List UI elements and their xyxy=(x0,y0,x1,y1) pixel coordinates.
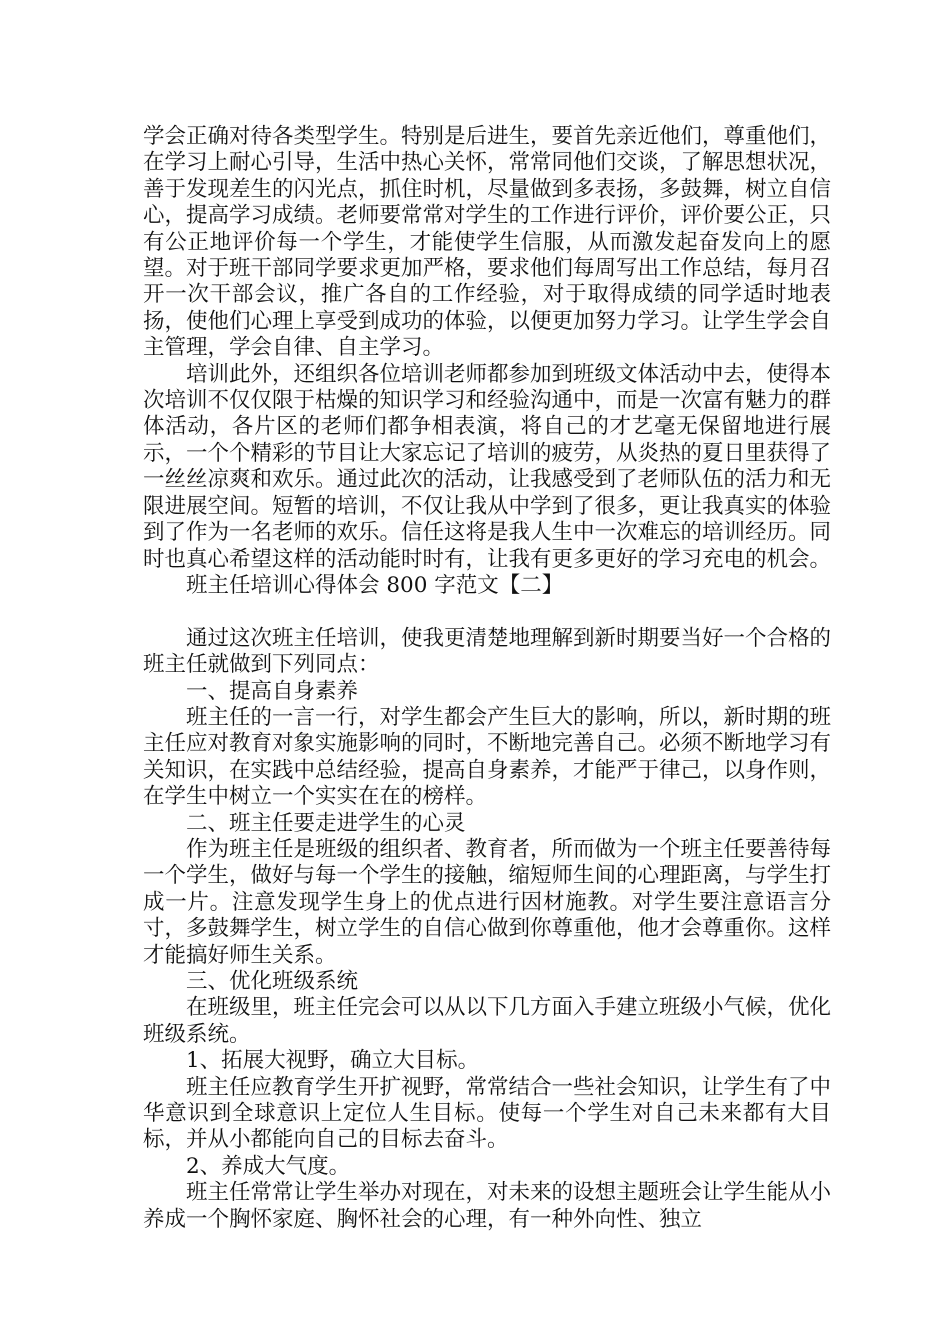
subheading: 一、提高自身素养 xyxy=(186,678,359,704)
paragraph: 作为班主任是班级的组织者、教育者，所而做为一个班主任要善待每一个学生，做好与每一个学生的接触，缩短师生间的心理距离，与学生打成一片。注意发现学生身上的优点进行因材施教。对学生要注意语言分寸，多鼓舞学生，树立学生的自信心做到你尊重他，他才会尊重你。这样才能搞好师生关系。 xyxy=(143,836,832,968)
subheading: 二、班主任要走进学生的心灵 xyxy=(186,810,466,836)
paragraph: 在班级里，班主任完会可以从以下几方面入手建立班级小气候，优化班级系统。 xyxy=(143,995,832,1047)
subheading: 三、优化班级系统 xyxy=(186,968,359,994)
section-heading: 班主任培训心得体会 800 字范文【二】 xyxy=(186,572,564,598)
blank-line xyxy=(143,599,831,625)
document-body xyxy=(143,124,831,1233)
paragraph: 学会正确对待各类型学生。特别是后进生，要首先亲近他们，尊重他们，在学习上耐心引导，生活中热心关怀，常常同他们交谈，了解思想状况，善于发现差生的闪光点，抓住时机，尽量做到多表扬，多鼓舞，树立自信心，提高学习成绩。老师要常常对学生的工作进行评价，评价要公正，只有公正地评价每一个学生，才能使学生信服，从而激发起奋发向上的愿望。对于班干部同学要求更加严格，要求他们每周写出工作总结，每月召开一次干部会议，推广各自的工作经验，对于取得成绩的同学适时地表扬，使他们心理上享受到成功的体验，以便更加努力学习。让学生学会自主管理，学会自律、自主学习。 xyxy=(143,124,832,361)
paragraph: 班主任常常让学生举办对现在，对未来的设想主题班会让学生能从小养成一个胸怀家庭、胸怀社会的心理，有一种外向性、独立 xyxy=(143,1180,832,1232)
list-item-heading: 2、养成大气度。 xyxy=(186,1153,351,1179)
paragraph: 培训此外，还组织各位培训老师都参加到班级文体活动中去，使得本次培训不仅仅限于枯燥的知识学习和经验沟通中，而是一次富有魅力的群体活动，各片区的老师们都争相表演，将自己的才艺毫无保留地进行展示，一个个精彩的节目让大家忘记了培训的疲劳，从炎热的夏日里获得了一丝丝凉爽和欢乐。通过此次的活动，让我感受到了老师队伍的活力和无限进展空间。短暂的培训，不仅让我从中学到了很多，更让我真实的体验到了作为一名老师的欢乐。信任这将是我人生中一次难忘的培训经历。同时也真心希望这样的活动能时时有，让我有更多更好的学习充电的机会。 xyxy=(143,361,832,572)
list-item-heading: 1、拓展大视野，确立大目标。 xyxy=(186,1048,480,1074)
paragraph: 通过这次班主任培训，使我更清楚地理解到新时期要当好一个合格的班主任就做到下列同点： xyxy=(143,625,832,678)
paragraph: 班主任应教育学生开扩视野，常常结合一些社会知识，让学生有了中华意识到全球意识上定位人生目标。使每一个学生对自己未来都有大目标，并从小都能向自己的目标去奋斗。 xyxy=(143,1074,832,1153)
paragraph: 班主任的一言一行，对学生都会产生巨大的影响，所以，新时期的班主任应对教育对象实施影响的同时，不断地完善自己。必须不断地学习有关知识，在实践中总结经验，提高自身素养，才能严于律己，以身作则，在学生中树立一个实实在在的榜样。 xyxy=(143,704,832,810)
